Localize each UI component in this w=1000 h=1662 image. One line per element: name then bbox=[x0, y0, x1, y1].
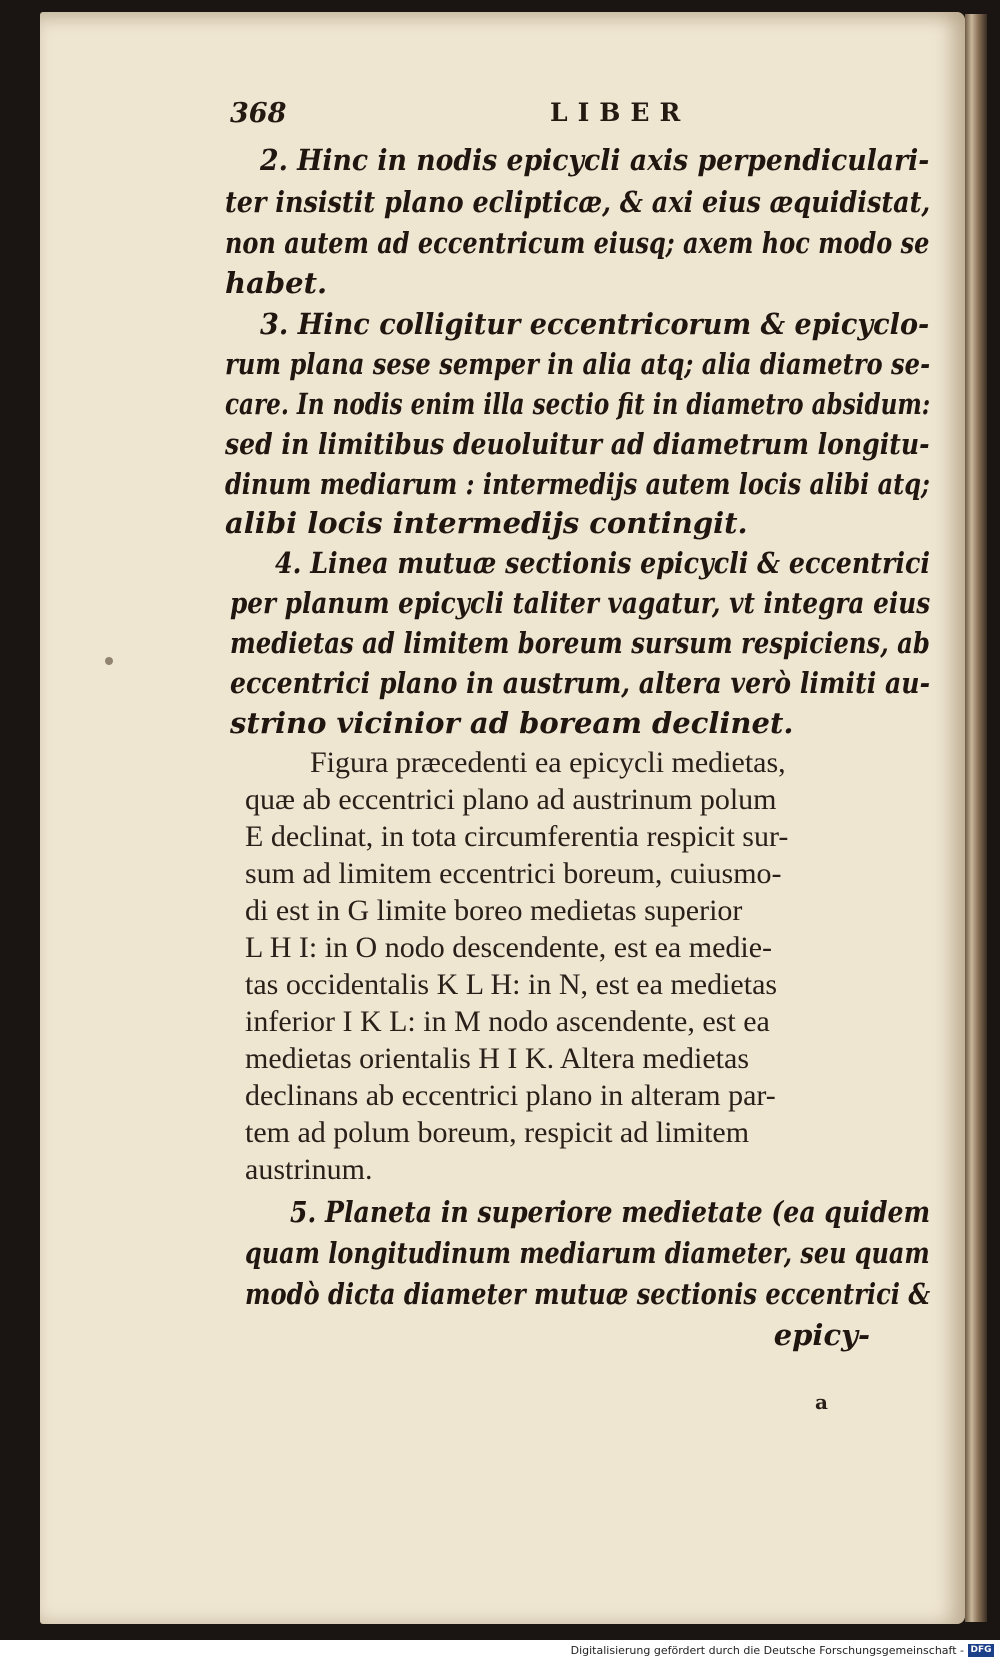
text-line: inferior I K L: in M nodo ascendente, est ea bbox=[245, 1005, 770, 1038]
text-line: alibi locis intermedijs contingit. bbox=[225, 506, 748, 540]
text-line: tas occidentalis K L H: in N, est ea medietas bbox=[245, 968, 778, 1001]
text-line: quæ ab eccentrici plano ad austrinum polum bbox=[245, 783, 777, 816]
text-line: L H I: in O nodo descendente, est ea medie- bbox=[245, 931, 773, 964]
text-line: medietas ad limitem boreum sursum respiciens, ab bbox=[230, 626, 930, 660]
text-line: 3. Hinc colligitur eccentricorum & epicyclo- bbox=[260, 307, 930, 341]
paper-stain bbox=[105, 657, 113, 665]
text-line: habet. bbox=[225, 266, 328, 300]
book-fore-edge bbox=[965, 14, 987, 1622]
text-line: austrinum. bbox=[245, 1153, 373, 1186]
text-line: dinum mediarum : intermedijs autem locis alibi atq; bbox=[225, 467, 930, 501]
running-head bbox=[40, 98, 965, 138]
text-line: eccentrici plano in austrum, altera verò limiti au- bbox=[230, 666, 931, 700]
text-line: care. In nodis enim illa sectio fit in diametro absidum: bbox=[225, 387, 931, 421]
book-page bbox=[40, 12, 965, 1624]
text-line: medietas orientalis H I K. Altera medietas bbox=[245, 1042, 750, 1075]
text-line: declinans ab eccentrici plano in alteram par- bbox=[245, 1079, 776, 1112]
page-number: 368 bbox=[230, 98, 287, 129]
signature-mark: a bbox=[815, 1390, 828, 1414]
text-line: 2. Hinc in nodis epicycli axis perpendiculari- bbox=[260, 143, 930, 177]
text-line: rum plana sese semper in alia atq; alia diametro se- bbox=[225, 347, 931, 381]
running-title: LIBER bbox=[550, 98, 691, 127]
text-line: strino vicinior ad boream declinet. bbox=[230, 706, 794, 740]
text-line: non autem ad eccentricum eiusq; axem hoc modo se bbox=[225, 226, 930, 260]
text-line: sed in limitibus deuoluitur ad diametrum longitu- bbox=[225, 427, 930, 461]
text-line: tem ad polum boreum, respicit ad limitem bbox=[245, 1116, 750, 1149]
text-line: ter insistit plano eclipticæ, & axi eius æquidistat, bbox=[225, 185, 931, 219]
text-line: per planum epicycli taliter vagatur, vt integra eius bbox=[230, 586, 931, 620]
text-line: E declinat, in tota circumferentia respicit sur- bbox=[245, 820, 789, 853]
text-line: 5. Planeta in superiore medietate (ea quidem bbox=[290, 1195, 931, 1229]
dfg-logo: DFG bbox=[968, 1644, 994, 1657]
text-line: modò dicta diameter mutuæ sectionis eccentrici & bbox=[245, 1277, 931, 1311]
text-line: 4. Linea mutuæ sectionis epicycli & eccentrici bbox=[275, 546, 930, 580]
text-line: sum ad limitem eccentrici boreum, cuiusmo- bbox=[245, 857, 782, 890]
text-line: Figura præcedenti ea epicycli medietas, bbox=[310, 746, 786, 779]
footer-credit: Digitalisierung gefördert durch die Deutsche Forschungsgemeinschaft - bbox=[570, 1644, 964, 1657]
catchword: epicy- bbox=[773, 1318, 870, 1352]
text-line: di est in G limite boreo medietas superior bbox=[245, 894, 743, 927]
footer-bar bbox=[0, 1640, 1000, 1662]
text-line: quam longitudinum mediarum diameter, seu quam bbox=[245, 1236, 930, 1270]
